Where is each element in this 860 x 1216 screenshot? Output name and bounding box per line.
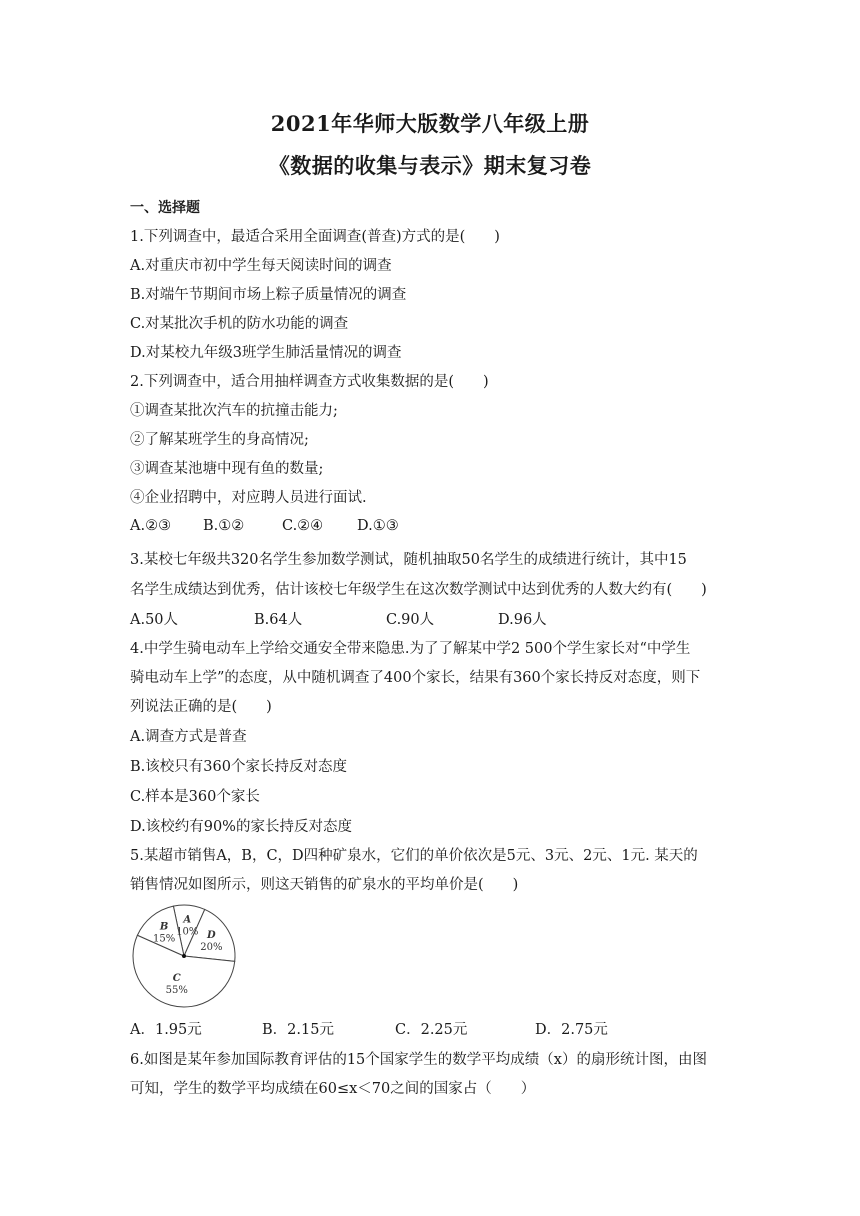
- section-heading: 一、选择题: [130, 200, 200, 216]
- q5-stem-line-2: 销售情况如图所示，则这天销售的矿泉水的平均单价是( ): [130, 877, 519, 893]
- pie-chart: [128, 904, 238, 1008]
- q1-option-a: A.对重庆市初中学生每天阅读时间的调查: [130, 258, 392, 274]
- q2-option-d: D.①③: [357, 518, 399, 534]
- q2-option-b: B.①②: [203, 518, 245, 534]
- q3-option-b: B.64人: [254, 612, 303, 628]
- q3-stem-line-1: 3.某校七年级共320名学生参加数学测试，随机抽取50名学生的成绩进行统计，其中15: [130, 552, 687, 568]
- pie-slice-name-d: D: [207, 930, 216, 942]
- q2-statement-4: ④企业招聘中，对应聘人员进行面试.: [130, 490, 367, 506]
- q5-option-d: D．2.75元: [535, 1022, 608, 1038]
- q3-stem-line-2: 名学生成绩达到优秀，估计该校七年级学生在这次数学测试中达到优秀的人数大约有( ): [130, 582, 707, 598]
- pie-slice-label-d: 20%: [200, 942, 223, 954]
- pie-slice-name-c: C: [172, 973, 181, 985]
- q2-statement-1: ①调查某批次汽车的抗撞击能力;: [130, 403, 338, 419]
- q2-option-a: A.②③: [130, 518, 172, 534]
- q2-stem: 2.下列调查中，适合用抽样调查方式收集数据的是( ): [130, 374, 489, 390]
- q4-option-d: D.该校约有90%的家长持反对态度: [130, 819, 352, 835]
- q1-option-d: D.对某校九年级3班学生肺活量情况的调查: [130, 345, 402, 361]
- q4-stem-line-2: 骑电动车上学”的态度，从中随机调查了400个家长，结果有360个家长持反对态度，则下: [130, 670, 701, 686]
- title-line-1: 2021年华师大版数学八年级上册: [270, 111, 590, 136]
- q3-option-a: A.50人: [130, 612, 179, 628]
- pie-slice-label-c: 55%: [165, 985, 188, 997]
- q5-option-b: B．2.15元: [262, 1022, 334, 1038]
- title-line-2: 《数据的收集与表示》期末复习卷: [268, 153, 592, 178]
- q2-statement-3: ③调查某池塘中现有鱼的数量;: [130, 461, 324, 477]
- pie-center-dot: [182, 954, 186, 958]
- pie-slice-name-a: A: [183, 914, 192, 926]
- pie-slice-name-b: B: [159, 921, 169, 933]
- q5-option-a: A．1.95元: [130, 1022, 202, 1038]
- q1-option-b: B.对端午节期间市场上粽子质量情况的调查: [130, 287, 407, 303]
- q3-option-d: D.96人: [498, 612, 547, 628]
- q4-stem-line-1: 4.中学生骑电动车上学给交通安全带来隐患.为了了解某中学2 500个学生家长对“中学生: [130, 641, 691, 657]
- q4-stem-line-3: 列说法正确的是( ): [130, 699, 272, 715]
- q3-option-c: C.90人: [386, 612, 435, 628]
- q4-option-a: A.调查方式是普查: [130, 729, 247, 745]
- q6-stem-line-2: 可知，学生的数学平均成绩在60≤x＜70之间的国家占（ ）: [130, 1081, 536, 1097]
- q6-stem-line-1: 6.如图是某年参加国际教育评估的15个国家学生的数学平均成绩（x）的扇形统计图，由图: [130, 1052, 707, 1068]
- q5-option-c: C．2.25元: [395, 1022, 468, 1038]
- pie-slice-label-a: 10%: [176, 926, 199, 938]
- q4-option-b: B.该校只有360个家长持反对态度: [130, 759, 347, 775]
- q4-option-c: C.样本是360个家长: [130, 789, 260, 805]
- q1-option-c: C.对某批次手机的防水功能的调查: [130, 316, 349, 332]
- q1-stem: 1.下列调查中，最适合采用全面调查(普查)方式的是( ): [130, 229, 500, 245]
- q2-statement-2: ②了解某班学生的身高情况;: [130, 432, 309, 448]
- q2-option-c: C.②④: [282, 518, 324, 534]
- pie-slice-label-b: 15%: [152, 933, 176, 945]
- q5-stem-line-1: 5.某超市销售A，B，C，D四种矿泉水，它们的单价依次是5元、3元、2元、1元. 某天的: [130, 848, 698, 864]
